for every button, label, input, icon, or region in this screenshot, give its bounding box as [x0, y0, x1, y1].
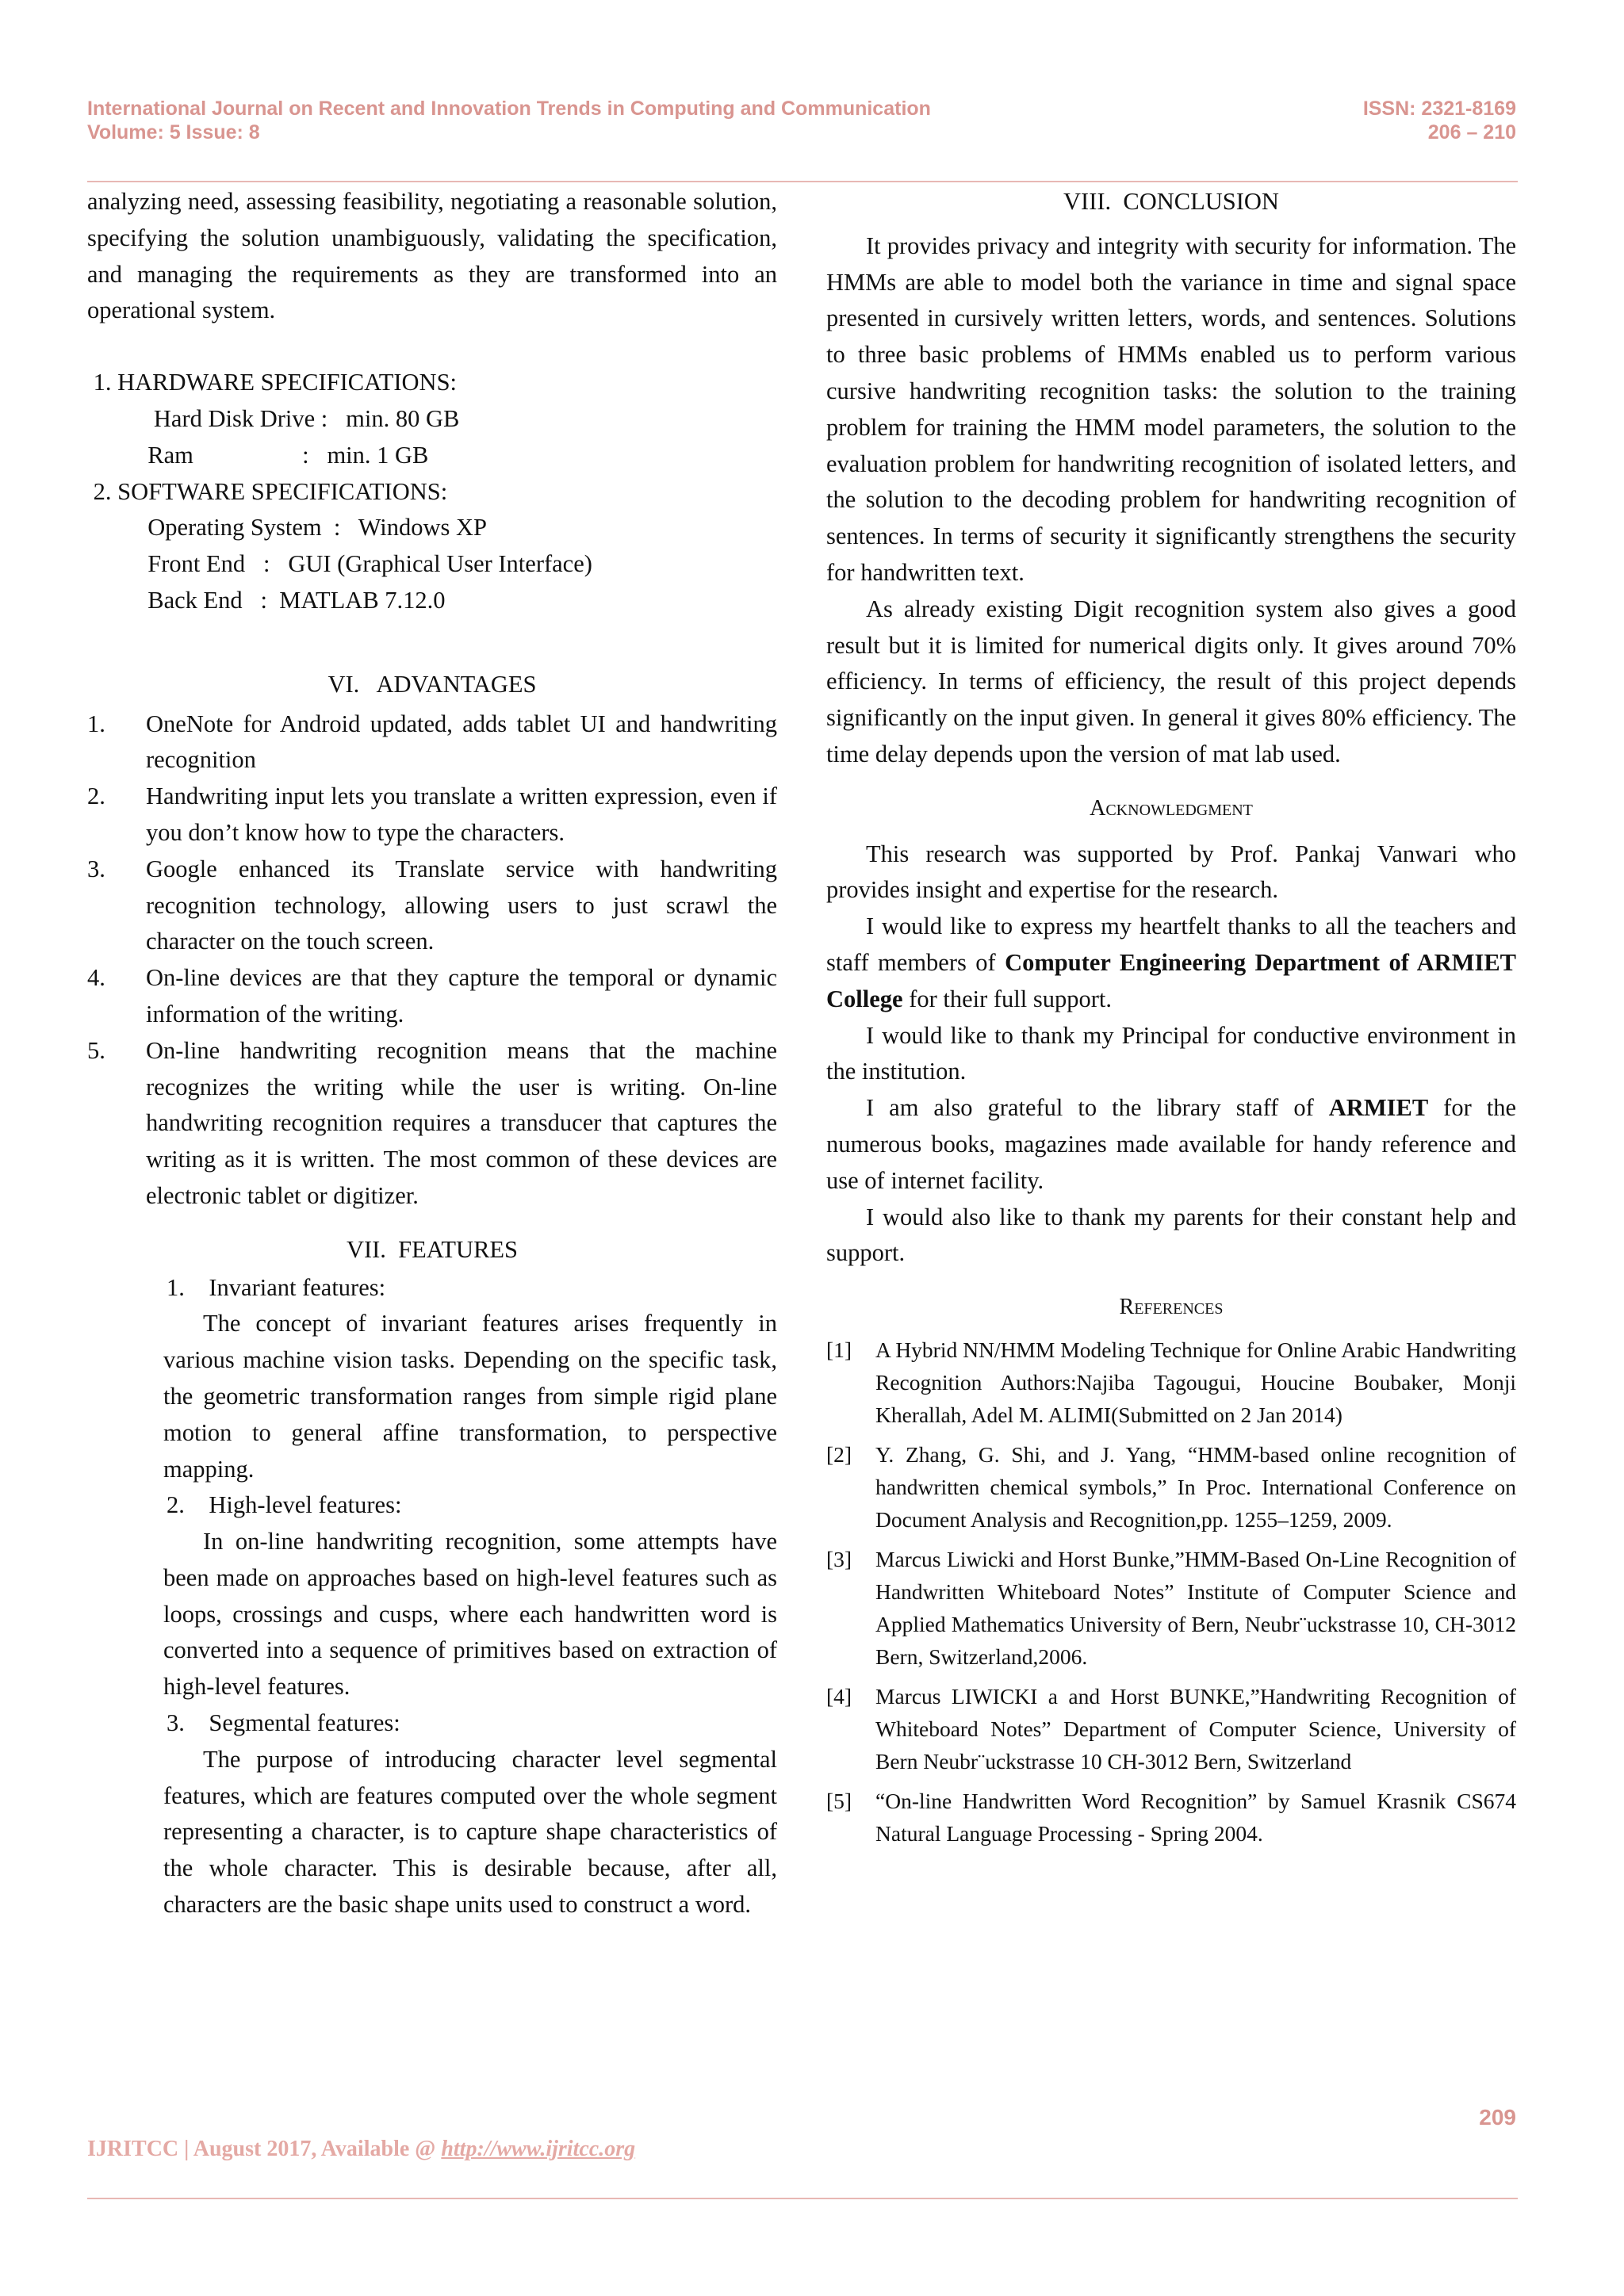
reference-number: [2] [826, 1441, 852, 1467]
references-heading: References [1119, 1295, 1224, 1320]
acknowledgment-paragraph [826, 1090, 1516, 1199]
header-rule [87, 181, 1518, 182]
page-number: 209 [1479, 2105, 1516, 2130]
reference-item [826, 1334, 1516, 1431]
item-text: On-line handwriting recognition means that the machine recognizes the writing while the user is writing. On-line handwriting recognition requires a transducer that captures the writing as it is written. The most common of these devices are electronic tablet or digitizer. [146, 1036, 777, 1209]
reference-number: [4] [826, 1683, 852, 1709]
ack-text: for their full support. [902, 985, 1112, 1012]
item-text: On-line devices are that they capture the temporal or dynamic information of the writing. [146, 964, 777, 1027]
intro-paragraph: analyzing need, assessing feasibility, negotiating a reasonable solution, specifying the solution unambiguously, validating the specification, and managing the requirements as they are transformed into an operational system. [87, 188, 777, 324]
spec-line: Hard Disk Drive : min. 80 GB [87, 404, 460, 432]
acknowledgment-paragraph: I would like to thank my Principal for conductive environment in the institution. [826, 1021, 1516, 1085]
journal-website-link[interactable]: http://www.ijritcc.org [441, 2137, 636, 2161]
feature-title: 3. Segmental features: [167, 1709, 400, 1737]
reference-text: Y. Zhang, G. Shi, and J. Yang, “HMM-based online recognition of handwritten chemical symbols,” In Proc. International Conference on Document Analysis and Recognition,pp. 1255–1259, 2009. [875, 1441, 1516, 1532]
reference-item [826, 1785, 1516, 1850]
list-item [87, 1033, 777, 1215]
reference-text: Marcus LIWICKI a and Horst BUNKE,”Handwriting Recognition of Whiteboard Notes” Department of Computer Science, University of Bern Neubr¨uckstrasse 10 CH-3012 Bern, Switzerland [875, 1683, 1516, 1774]
footer-label: IJRITCC | August 2017, Available @ [87, 2137, 442, 2161]
reference-number: [1] [826, 1337, 852, 1362]
reference-text: Marcus Liwicki and Horst Bunke,”HMM-Based On-Line Recognition of Handwritten Whiteboard Notes” Institute of Computer Science and Applied Mathematics University of Bern, Neubr¨uckstrasse 10, CH-3012 Bern, Switzerland,2006. [875, 1546, 1516, 1669]
item-number: 1. [87, 710, 105, 737]
feature-title: 2. High-level features: [167, 1491, 402, 1519]
acknowledgment-paragraph [826, 909, 1516, 1017]
reference-item [826, 1438, 1516, 1536]
features-list [87, 1270, 777, 1923]
ack-text: for the numerous books, magazines made available for handy reference and use of internet facility. [826, 1094, 1517, 1194]
right-column [826, 184, 1516, 1857]
acknowledgment-heading: Acknowledgment [1090, 795, 1253, 821]
advantages-heading: VI. ADVANTAGES [327, 670, 537, 698]
reference-text: “On-line Handwritten Word Recognition” by Samuel Krasnik CS674 Natural Language Processing - Spring 2004. [875, 1788, 1516, 1846]
spec-list [87, 365, 777, 619]
conclusion-paragraph: As already existing Digit recognition system also gives a good result but it is limited for numerical digits only. It gives around 70% efficiency. In terms of efficiency, the result of this project depends significantly on the input given. In general it gives 80% efficiency. The time delay depends upon the version of mat lab used. [826, 595, 1516, 767]
conclusion-heading: VIII. CONCLUSION [1063, 188, 1279, 215]
ack-bold-text: Computer Engineering Department of ARMIET College [826, 948, 1517, 1012]
ack-text: I would like to express my heartfelt thanks to all the teachers and staff members of [826, 913, 1516, 976]
reference-item [826, 1680, 1516, 1777]
spec-line: Front End : GUI (Graphical User Interface) [87, 550, 592, 578]
left-column [87, 184, 777, 1923]
list-item [87, 960, 777, 1033]
footer-rule [87, 2198, 1518, 2199]
spec-line: Ram : min. 1 GB [87, 441, 429, 469]
item-text: Google enhanced its Translate service with handwriting recognition technology, allowing users to just scrawl the character on the touch screen. [146, 855, 777, 955]
advantages-list [87, 706, 777, 1215]
item-number: 5. [87, 1036, 105, 1064]
journal-title: International Journal on Recent and Innovation Trends in Computing and Communication [87, 98, 931, 120]
spec-line: Operating System : Windows XP [87, 514, 487, 541]
spec-line: 1. HARDWARE SPECIFICATIONS: [87, 369, 458, 396]
conclusion-paragraph: It provides privacy and integrity with security for information. The HMMs are able to model both the variance in time and signal space presented in cursively written letters, words, and sentences. Solutions to three basic problems of HMMs enabled us to perform various cursive handwriting recognition tasks: the solution to the training problem for training the HMM model parameters, the solution to the evaluation problem for handwriting recognition of isolated letters, and the solution to the decoding problem for handwriting recognition of sentences. In terms of security it significantly strengthens the security for handwritten text. [826, 232, 1516, 586]
running-header [87, 97, 931, 144]
feature-body: The concept of invariant features arises frequently in various machine vision tasks. Depending on the specific task, the geometric transformation ranges from simple rigid plane motion to general affine transformation, to perspective mapping. [163, 1310, 777, 1483]
spec-line: 2. SOFTWARE SPECIFICATIONS: [87, 477, 448, 505]
item-text: Handwriting input lets you translate a written expression, even if you don’t know how to type the characters. [146, 783, 777, 846]
item-number: 3. [87, 855, 105, 882]
ack-bold-text: ARMIET [1328, 1094, 1429, 1122]
issn: ISSN: 2321-8169 [1362, 98, 1516, 120]
references-list [826, 1334, 1516, 1850]
acknowledgment-paragraph: I would also like to thank my parents for their constant help and support. [826, 1203, 1516, 1267]
list-item [87, 851, 777, 960]
reference-number: [3] [826, 1546, 852, 1571]
features-heading: VII. FEATURES [346, 1235, 519, 1263]
item-number: 2. [87, 783, 105, 810]
reference-text: A Hybrid NN/HMM Modeling Technique for Online Arabic Handwriting Recognition Authors:Najiba Tagougui, Houcine Boubaker, Monji Kherallah, Adel M. ALIMI(Submitted on 2 Jan 2014) [875, 1337, 1516, 1427]
volume-issue: Volume: 5 Issue: 8 [87, 121, 260, 144]
item-number: 4. [87, 964, 105, 992]
page-range: 206 – 210 [1427, 121, 1516, 144]
ack-text: I am also grateful to the library staff of [866, 1094, 1329, 1122]
spec-line: Back End : MATLAB 7.12.0 [87, 586, 446, 614]
footer-text [87, 2137, 635, 2162]
issn-block [1363, 97, 1516, 144]
feature-body: The purpose of introducing character level segmental features, which are features computed over the whole segment representing a character, is to capture shape characteristics of the whole character. This is desirable because, after all, characters are the basic shape units used to construct a word. [163, 1745, 777, 1919]
reference-number: [5] [826, 1788, 852, 1813]
list-item [87, 779, 777, 851]
reference-item [826, 1543, 1516, 1673]
feature-title: 1. Invariant features: [167, 1273, 386, 1301]
feature-body: In on-line handwriting recognition, some attempts have been made on approaches based on high-level features such as loops, crossings and cusps, where each handwritten word is converted into a sequence of primitives based on extraction of high-level features. [163, 1528, 777, 1701]
list-item [87, 706, 777, 779]
item-text: OneNote for Android updated, adds tablet UI and handwriting recognition [146, 710, 777, 774]
acknowledgment-paragraph: This research was supported by Prof. Pankaj Vanwari who provides insight and expertise for the research. [826, 840, 1516, 904]
